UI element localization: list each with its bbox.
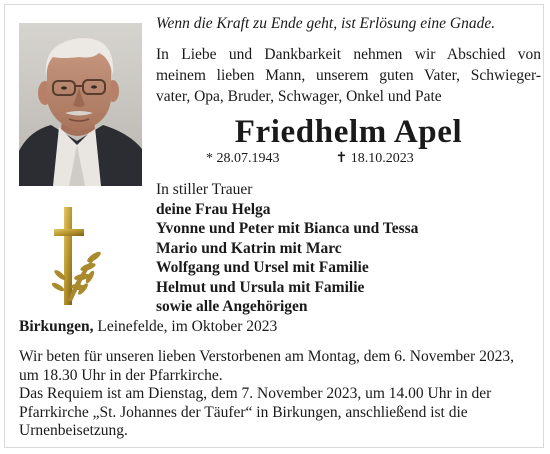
mourner-name: Wolfgang und Ursel mit Familie xyxy=(156,259,369,276)
cross-icon xyxy=(52,205,106,309)
service-info xyxy=(19,348,534,441)
intro-line: meinem lieben Mann, unserem guten Vater, Schwieger- xyxy=(156,67,541,84)
info-line: Wir beten für unseren lieben Verstorbenen am Montag, dem 6. November 2023, xyxy=(19,348,514,365)
portrait-photo xyxy=(19,23,142,186)
intro-line: In Liebe und Dankbarkeit nehmen wir Abschied von xyxy=(156,46,541,63)
place-date-line xyxy=(19,317,277,337)
farewell-intro xyxy=(156,44,541,107)
mourner-name: Mario und Katrin mit Marc xyxy=(156,239,342,257)
mourner-name: sowie alle Angehörigen xyxy=(156,298,308,315)
intro-line: vater, Opa, Bruder, Schwager, Onkel und Pate xyxy=(156,88,442,105)
info-line: Das Requiem ist am Dienstag, dem 7. November 2023, um 14.00 Uhr in der xyxy=(19,385,492,402)
deceased-name: Friedhelm Apel xyxy=(234,114,463,150)
mourner-name: Yvonne und Peter mit Bianca und Tessa xyxy=(156,220,419,237)
info-line: Urnenbeisetzung. xyxy=(19,422,128,439)
place-rest: Leinefelde, im Oktober 2023 xyxy=(93,318,278,335)
mourners-list xyxy=(156,180,418,317)
life-dates xyxy=(206,150,414,168)
mourners-lead: In stiller Trauer xyxy=(156,181,253,198)
mourner-name: deine Frau Helga xyxy=(156,200,271,218)
place-city: Birkungen, xyxy=(19,318,94,335)
mourner-name: Helmut und Ursula mit Familie xyxy=(156,278,365,296)
info-line: Pfarrkirche „St. Johannes der Täufer“ in Birkungen, anschließend ist die xyxy=(19,403,468,421)
motto-quote: Wenn die Kraft zu Ende geht, ist Erlösung eine Gnade. xyxy=(156,15,496,32)
birth-date: * 28.07.1943 xyxy=(206,151,280,166)
death-date: ✝ 18.10.2023 xyxy=(335,151,414,166)
info-line: um 18.30 Uhr in der Pfarrkirche. xyxy=(19,366,223,384)
